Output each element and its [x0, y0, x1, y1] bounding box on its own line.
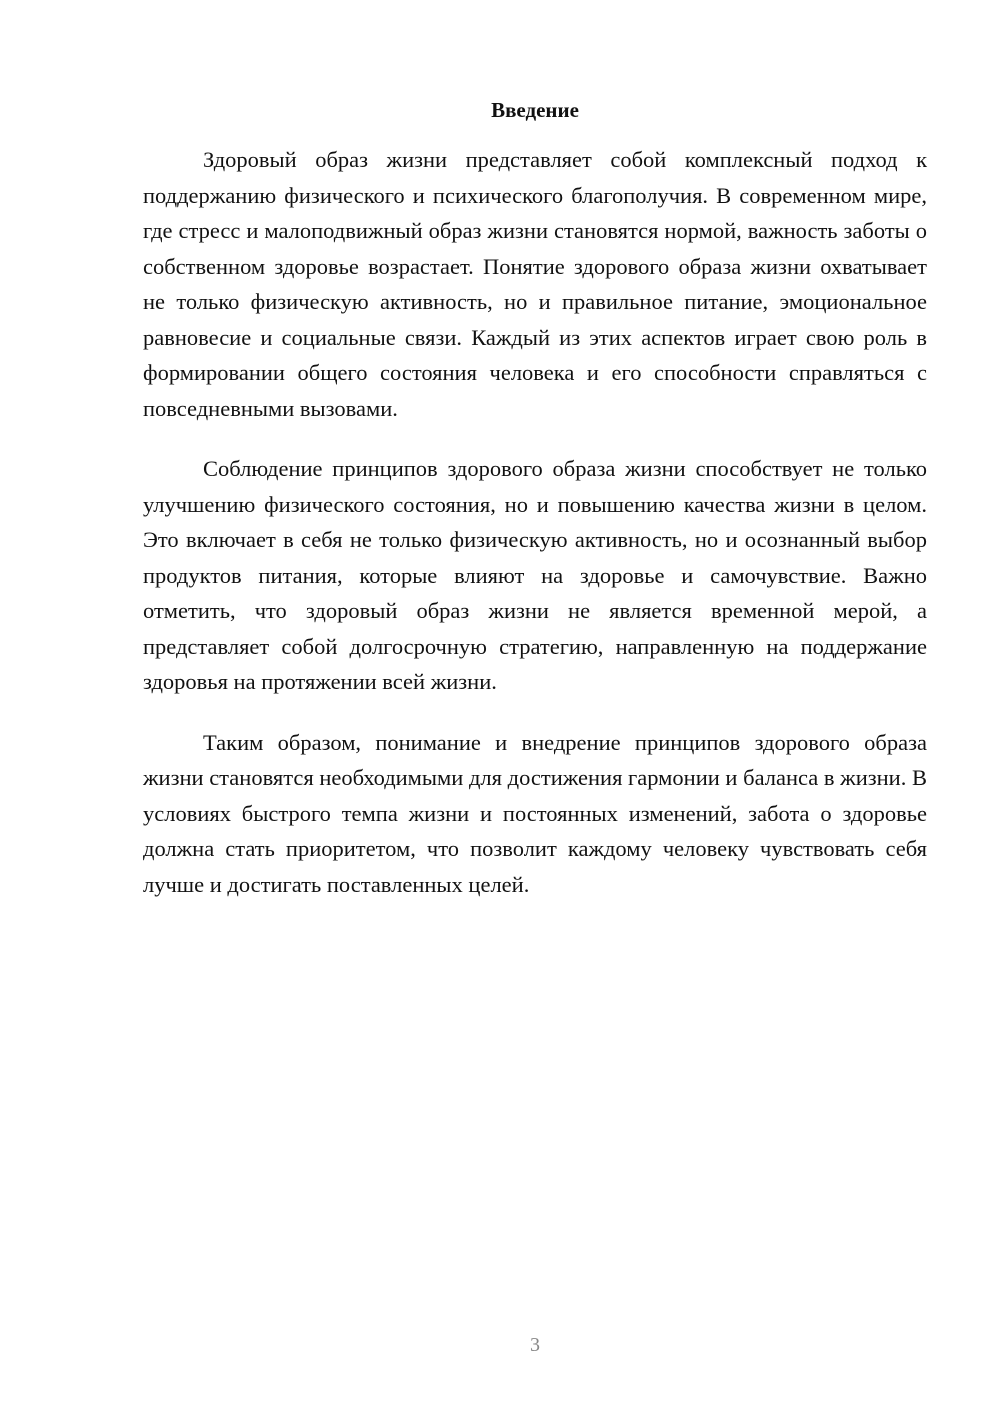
- paragraph-3: Таким образом, понимание и внедрение принципов здорового образа жизни становятся необходимыми для достижения гармонии и баланса в жизни. В условиях быстрого темпа жизни и постоянных изменений, забота о здоровье должна стать приоритетом, что позволит каждому человеку чувствовать себя лучше и достигать поставленных целей.: [143, 729, 927, 897]
- section-heading: Введение: [491, 98, 579, 122]
- page-content: [143, 96, 927, 927]
- paragraph-2: Соблюдение принципов здорового образа жизни способствует не только улучшению физического состояния, но и повышению качества жизни в целом. Это включает в себя не только физическую активность, но и осознанный выбор продуктов питания, которые влияют на здоровье и самочувствие. Важно отметить, что здоровый образ жизни не является временной мерой, а представляет собой долгосрочную стратегию, направленную на поддержание здоровья на протяжении всей жизни.: [143, 456, 927, 694]
- page-number: 3: [530, 1334, 540, 1356]
- paragraph-1: Здоровый образ жизни представляет собой комплексный подход к поддержанию физического и психического благополучия. В современном мире, где стресс и малоподвижный образ жизни становятся нормой, важность заботы о собственном здоровье возрастает. Понятие здорового образа жизни охватывает не только физическую активность, но и правильное питание, эмоциональное равновесие и социальные связи. Каждый из этих аспектов играет свою роль в формировании общего состояния человека и его способности справляться с повседневными вызовами.: [143, 147, 927, 421]
